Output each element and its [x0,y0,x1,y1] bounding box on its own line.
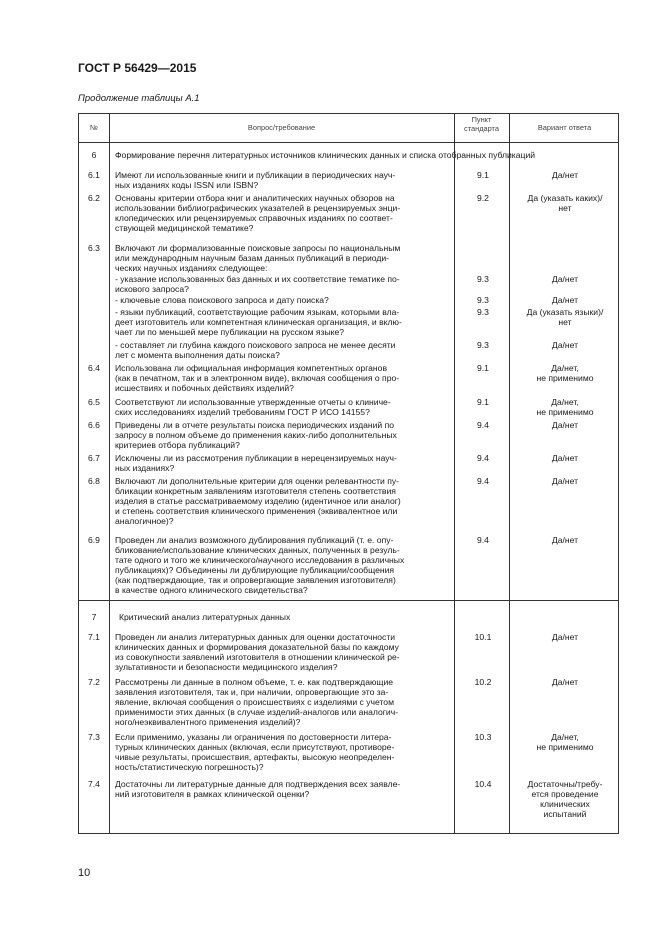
row-question: Проведен ли анализ литературных данных для оценки достаточности клинических данных и формирования доказательной базы по каждому из совокупности заявлений изготовителя в отношении клинической ре- зультативности и безопасности медицинского изделия? [115,632,400,673]
row-number: 7.2 [88,677,100,687]
row-answer: Да (указать каких)/ нет [527,193,603,214]
document-title: ГОСТ Р 56429—2015 [78,61,197,75]
row-clause: 9.3 [477,340,489,350]
row-question: - ключевые слова поискового запроса и дату поиска? [115,295,329,305]
row-number: 6.4 [88,363,100,373]
row-number: 6.3 [88,243,100,253]
row-answer: Да/нет, не применимо [536,363,594,384]
row-number: 7.4 [88,779,100,789]
column-header-answer: Вариант ответа [537,123,592,132]
row-number: 6.6 [88,420,100,430]
row-answer: Да/нет [551,535,579,545]
row-question: Исключены ли из рассмотрения публикации в нерецензируемых науч- ных изданиях? [115,453,397,474]
section-number: 6 [91,150,97,160]
row-answer: Да/нет [551,170,579,180]
row-number: 6.1 [88,170,100,180]
section-number: 7 [91,612,97,622]
row-clause: 9.4 [477,535,489,545]
row-clause: 9.1 [477,170,489,180]
row-answer: Да/нет, не применимо [536,732,594,753]
header-divider [79,142,618,143]
row-number: 6.7 [88,453,100,463]
row-question: Если применимо, указаны ли ограничения по достоверности литера- турных клинических данных (включая, если присутствуют, противоре- чивые результаты, происшествия, артефакты, высокую неопределен- ность/статистическую погрешность)? [115,732,395,773]
row-number: 6.5 [88,397,100,407]
row-clause: 9.4 [477,420,489,430]
requirements-table [78,113,619,834]
row-question: - составляет ли глубина каждого поискового запроса не менее десяти лет с момента выполнения даты поиска? [115,340,396,361]
column-divider [109,114,110,833]
row-question: Включают ли формализованные поисковые запросы по национальным или международным научным базам данных публикаций в периоди- ческих научных изданиях следующее: [115,243,401,274]
row-question: Достаточны ли литературные данные для подтверждения всех заявле- ний изготовителя в рамках клинической оценки? [115,779,401,800]
row-number: 6.8 [88,476,100,486]
row-answer: Да/нет [551,677,579,687]
row-number: 6.9 [88,535,100,545]
section-title: Критический анализ литературных данных [119,612,291,622]
row-clause: 9.4 [477,476,489,486]
row-answer: Да/нет [551,340,579,350]
row-answer: Да/нет [551,453,579,463]
row-question: Использована ли официальная информация компетентных органов (как в печатном, так и в электронном виде), включая сообщения о про- исшествиях и побочных действиях изделий? [115,363,400,394]
column-header-question: Вопрос/требование [247,123,316,132]
row-question: - указание использованных баз данных и их соответствие тематике по- искового запроса? [115,274,400,295]
row-clause: 9.3 [477,295,489,305]
column-divider [509,114,510,833]
row-clause: 9.3 [477,307,489,317]
row-clause: 9.3 [477,274,489,284]
row-answer: Да/нет [551,274,579,284]
page-number: 10 [78,867,91,879]
row-question: Приведены ли в отчете результаты поиска периодических изданий по запросу в полном объеме до применения каких-либо дополнительных критериев отбора публикаций? [115,420,397,451]
row-clause: 9.4 [477,453,489,463]
row-question: - языки публикаций, соответствующие рабочим языкам, которыми вла- деет изготовитель или компетентная клиническая организация, и вклю- чает ли по меньшей мере публикации на русском языке? [115,307,402,338]
row-answer: Да/нет [551,632,579,642]
row-number: 7.3 [88,732,100,742]
section-divider [79,600,618,601]
row-clause: 10.3 [474,732,492,742]
column-header-number: № [90,123,98,132]
row-question: Проведен ли анализ возможного дублирования публикаций (т. е. опу- бликование/использование клинических данных, полученных в резуль- тате одного и того же клинического/научного исследования в различных публикациях)? Объединены ли дублирующие публикации/сообщения (как подтверждающие, так и опровергающие заявления изготовителя) в качестве одного клинического свидетельства? [115,535,405,596]
row-clause: 10.4 [474,779,492,789]
row-answer: Да/нет [551,476,579,486]
row-answer: Да/нет, не применимо [536,397,594,418]
row-answer: Да (указать языки)/ нет [526,307,604,328]
column-divider [454,114,455,833]
section-title: Формирование перечня литературных источников клинических данных и списка отобранных публикаций [115,150,536,160]
row-answer: Да/нет [551,420,579,430]
row-clause: 9.2 [477,193,489,203]
row-clause: 9.1 [477,397,489,407]
row-clause: 10.1 [474,632,492,642]
row-answer: Да/нет [551,295,579,305]
table-continuation-caption: Продолжение таблицы А.1 [78,93,200,104]
row-question: Включают ли дополнительные критерии для оценки релевантности пу- бликации конкретным заявлениям изготовителя степень соответствия изделия в статье рассматриваемому изделию (идентичное или аналог) и степень соответствия клинического применения (эквивалентное или аналогичное)? [115,476,401,527]
row-number: 6.2 [88,193,100,203]
row-number: 7.1 [88,632,100,642]
row-clause: 10.2 [474,677,492,687]
row-question: Имеют ли использованные книги и публикации в периодических науч- ных изданиях коды ISSN или ISBN? [115,170,396,191]
row-question: Рассмотрены ли данные в полном объеме, т. е. как подтверждающие заявления изготовителя, так и, при наличии, опровергающие это за- явление, включая сообщения о происшествиях с изделиями с учетом применимости этих данных (в случае изделий-аналогов или аналогич- ного/неэквивалентного применения изделий)? [115,677,399,728]
row-answer: Достаточны/требу- ется проведение клинических испытаний [527,779,603,820]
row-clause: 9.1 [477,363,489,373]
row-question: Соответствуют ли использованные утвержденные отчеты о клиниче- ских исследованиях изделий требованиям ГОСТ Р ИСО 14155? [115,397,391,418]
row-question: Основаны критерии отбора книг и аналитических научных обзоров на использовании библиографических указателей в рецензируемых энци- клопедических или рецензируемых справочных изданиях по соответ- ствующей медицинской тематике? [115,193,401,234]
column-header-clause: Пункт стандарта [464,115,499,133]
